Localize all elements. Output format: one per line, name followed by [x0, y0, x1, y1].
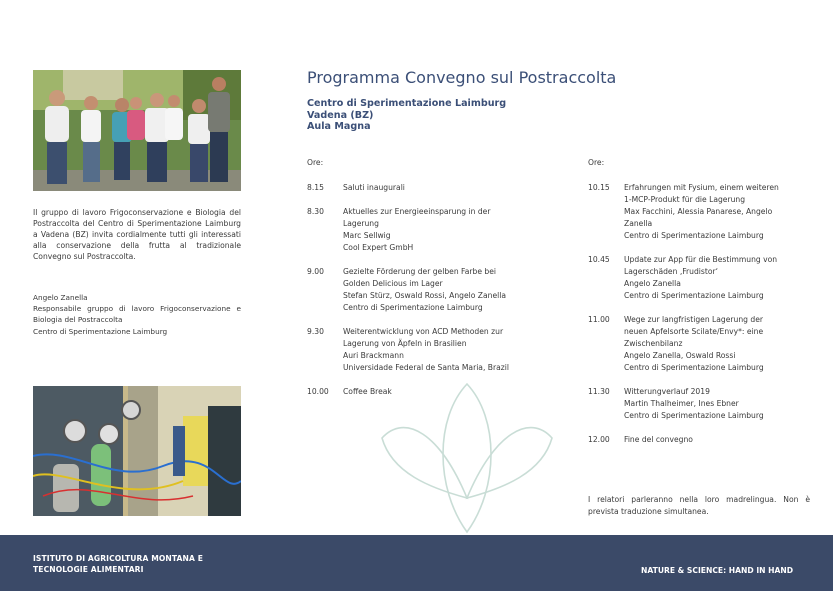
lab-photo: [33, 386, 241, 516]
leaf-decoration-icon: [380, 378, 555, 536]
schedule-line: Update zur App für die Bestimmung von: [624, 255, 778, 264]
schedule-line: Lagerung von Äpfeln in Brasilien: [343, 338, 467, 348]
schedule-line: Auri Brackmann: [343, 350, 404, 360]
schedule-time: 8.30: [307, 207, 324, 216]
schedule-line: Centro di Sperimentazione Laimburg: [343, 302, 483, 312]
schedule-line: Aktuelles zur Energieeinsparung in der: [343, 207, 491, 216]
schedule-line: Centro di Sperimentazione Laimburg: [624, 362, 764, 372]
schedule-line: Centro di Sperimentazione Laimburg: [624, 230, 764, 240]
schedule-time: 10.00: [307, 387, 329, 396]
ore-label-right: Ore:: [588, 158, 605, 167]
footer-slogan: NATURE & SCIENCE: HAND IN HAND: [641, 566, 794, 575]
signature-role: Responsabile gruppo di lavoro Frigoconservazione e Biologia del Postraccolta: [33, 304, 241, 325]
schedule-line: Fine del convegno: [624, 435, 693, 444]
schedule-line: Lagerschäden ‚Frudistor‘: [624, 266, 719, 276]
schedule-line: Cool Expert GmbH: [343, 242, 414, 252]
footer-institute: [33, 553, 203, 575]
ore-label-left: Ore:: [307, 158, 324, 167]
schedule-line: Universidade Federal de Santa Maria, Brazil: [343, 362, 509, 372]
page-title: Programma Convegno sul Postraccolta: [307, 68, 617, 87]
schedule-line: Stefan Stürz, Oswald Rossi, Angelo Zanella: [343, 290, 507, 300]
footer-institute-line: TECNOLOGIE ALIMENTARI: [33, 565, 144, 574]
schedule-line: Marc Sellwig: [343, 230, 391, 240]
schedule-line: Zwischenbilanz: [624, 338, 683, 348]
schedule-line: Centro di Sperimentazione Laimburg: [624, 410, 764, 420]
schedule-line: Centro di Sperimentazione Laimburg: [624, 290, 764, 300]
schedule-line: Gezielte Förderung der gelben Farbe bei: [343, 267, 497, 276]
translation-note: I relatori parleranno nella loro madrelingua. Non è prevista traduzione simultanea.: [588, 495, 810, 516]
schedule-line: Lagerung: [343, 218, 379, 228]
schedule-line: Golden Delicious im Lager: [343, 278, 443, 288]
schedule-line: Weiterentwicklung von ACD Methoden zur: [343, 327, 504, 336]
schedule-time: 10.15: [588, 183, 610, 192]
schedule-line: Max Facchini, Alessia Panarese, Angelo: [624, 206, 773, 216]
venue-city: Vadena (BZ): [307, 109, 374, 121]
schedule-line: Coffee Break: [343, 387, 392, 396]
team-photo: [33, 70, 241, 191]
schedule-time: 11.30: [588, 387, 610, 396]
signature-block: [33, 292, 241, 337]
schedule-line: Zanella: [624, 218, 653, 228]
venue-name: Centro di Sperimentazione Laimburg: [307, 98, 507, 109]
schedule-line: 1-MCP-Produkt für die Lagerung: [624, 194, 746, 204]
schedule-time: 8.15: [307, 183, 324, 192]
schedule-line: Saluti inaugurali: [343, 183, 405, 192]
schedule-line: Wege zur langfristigen Lagerung der: [624, 315, 764, 324]
footer-institute-line: ISTITUTO DI AGRICOLTURA MONTANA E: [33, 554, 204, 563]
signature-name: Angelo Zanella: [33, 293, 88, 302]
signature-org: Centro di Sperimentazione Laimburg: [33, 326, 168, 336]
schedule-line: Erfahrungen mit Fysium, einem weiteren: [624, 183, 779, 192]
schedule-time: 11.00: [588, 315, 610, 324]
schedule-time: 9.00: [307, 267, 324, 276]
venue-room: Aula Magna: [307, 121, 371, 133]
schedule-line: Angelo Zanella: [624, 278, 681, 288]
schedule-time: 9.30: [307, 327, 324, 336]
schedule-time: 12.00: [588, 435, 610, 444]
intro-paragraph: Il gruppo di lavoro Frigoconservazione e Biologia del Postraccolta del Centro di Sperimentazione Laimburg a Vadena (BZ) invita cordialmente tutti gli interessati alla conservazione della frutta al tradizionale Convegno sul Postraccolta.: [33, 208, 241, 261]
schedule-line: Witterungverlauf 2019: [624, 387, 710, 396]
schedule-line: Martin Thalheimer, Ines Ebner: [624, 398, 739, 408]
schedule-time: 10.45: [588, 255, 610, 264]
venue-block: [307, 98, 506, 133]
schedule-line: Angelo Zanella, Oswald Rossi: [624, 350, 736, 360]
schedule-line: neuen Apfelsorte Scilate/Envy*: eine: [624, 326, 764, 336]
